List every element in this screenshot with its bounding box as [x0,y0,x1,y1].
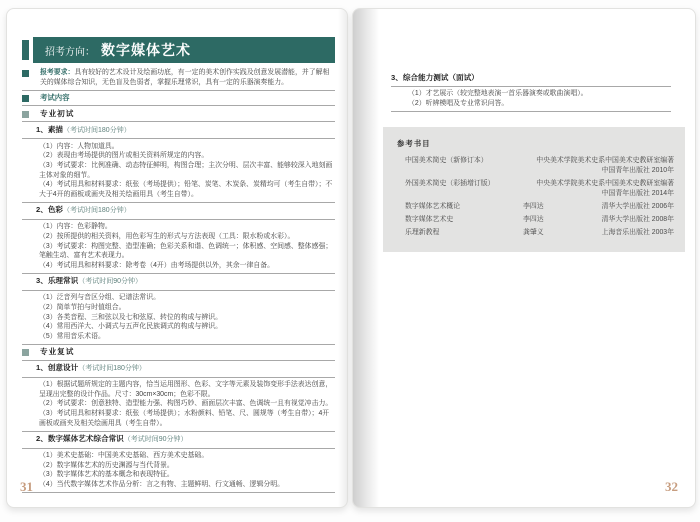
section-items [22,222,335,270]
divider [22,273,335,274]
book-title: 中国美术简史（新修订本） [405,157,488,164]
exam-item: （2）数字媒体艺术的历史渊源与当代背景。 [39,461,174,469]
book-publisher-line: 中国青年出版社 2010年 [601,167,674,174]
exam-item: （1）美术史基础：中国美术史基础、西方美术史基础。 [39,452,209,460]
header-tab-mark [22,40,29,60]
exam-content-label: 考试内容 [40,93,70,103]
stage2-title: 专业复试 [40,347,75,357]
section-items [391,89,671,108]
exam-item: （2）考试要求：创意独特、造型能力强、构图巧妙、画面层次丰富、色调统一且有视觉冲击力。 [39,400,333,408]
reference-row [397,202,674,212]
book-publisher: 清华大学出版社 2006年 [601,203,674,210]
divider [391,86,671,87]
divider [22,431,335,432]
reference-books-title: 参考书目 [397,139,431,148]
exam-item: （2）表现由考场提供的图片或相关资料所规定的内容。 [39,152,209,160]
book-editor-line: 中央美术学院美术史系中国美术史教研室编著 [536,180,674,187]
section-items [22,293,335,341]
right-page [352,8,696,508]
section-items [22,380,335,428]
divider [22,90,335,91]
exam-item: （1）根据试题所规定的主题内容，恰当运用图形、色彩、文字等元素及装饰变形手法表达创意，呈现出完整的设计作品。尺寸：30cm×30cm；色彩不限。 [39,381,333,398]
exam-item: （2）简单节拍与时值组合。 [39,303,126,311]
spine-shadow [353,9,379,507]
section-time: （考试时间90分钟） [123,436,188,444]
header-prefix: 招考方向： [45,46,95,58]
page-title: 数字媒体艺术 [101,42,191,58]
requirements-text [40,68,335,87]
header-band-row [22,37,335,63]
exam-item: （1）才艺展示（较完整地表演一首乐器演奏或歌曲演唱）。 [408,90,588,97]
book-publisher: 上海音乐出版社 2003年 [601,229,674,236]
book-author: 李四达 [523,216,544,223]
section-title: 1、素描 [36,124,64,134]
divider [22,138,335,139]
book-author: 龚肇义 [523,229,544,236]
exam-item: （3）各类音程、三和弦以及七和弦原、转位的构成与辨识。 [39,313,222,321]
section-title: 2、数字媒体艺术综合常识 [36,434,124,444]
divider [22,219,335,220]
stage1-title: 专业初试 [40,108,75,118]
requirements-label: 报考要求： [40,69,75,76]
section-time: （考试时间180分钟） [78,365,146,373]
exam-item: （4）常用西洋大、小调式与五声化民族调式的构成与辨识。 [39,323,222,331]
section-heading [391,73,671,83]
book-publisher [523,156,674,176]
book-title: 数字媒体艺术史 [405,216,454,223]
reference-row [397,228,674,238]
reference-row [397,156,674,176]
exam-item: （3）数字媒体艺术的基本概念和表现特征。 [39,471,174,479]
header-band [33,37,335,63]
reference-row [397,179,674,199]
section-title: 1、创意设计 [36,363,79,373]
square-bullet-icon [22,349,29,356]
book-title: 数字媒体艺术概论 [405,203,461,210]
square-bullet-icon [22,70,29,77]
section-title: 3、乐理常识 [36,276,79,286]
divider [22,202,335,203]
exam-item: （3）考试要求：构图完整、造型准确；色彩关系和谐、色调统一；体积感、空间感、整体感强；笔触生动、富有艺术表现力。 [39,242,333,260]
square-bullet-icon [22,111,29,118]
reference-row [397,215,674,225]
section-time: （考试时间180分钟） [63,126,131,134]
requirements-row [22,68,335,87]
section-time: （考试时间90分钟） [78,278,142,286]
section-heading [22,276,335,287]
exam-item: （4）考试用具和材料要求：纸张（考场提供）；铅笔、炭笔、木炭条、炭精均可（考生自带）；不大于4开的画板或画夹及相关绘画用具（考生自带）。 [39,181,333,198]
section-heading [22,434,335,445]
section-items [22,451,335,489]
divider [22,448,335,449]
exam-item: （3）考试用具和材料要求：纸张（考场提供）；水粉颜料、铅笔、尺、圆规等（考生自带）；4开画板或画夹及相关绘画用具（考生自带）。 [39,410,330,427]
left-page [6,8,348,508]
right-page-content [391,73,671,114]
divider [22,290,335,291]
section-heading [22,125,335,136]
exam-item: （1）内容：色彩静物。 [39,223,112,231]
section-heading [22,205,335,216]
square-bullet-icon [22,95,29,102]
left-page-gutter-shadow [338,9,347,507]
book-title: 乐理新教程 [405,229,440,236]
book-editor-line: 中央美术学院美术史系中国美术史教研室编著 [536,157,674,164]
divider [22,492,335,493]
book-publisher [523,179,674,199]
section-items [22,142,335,200]
section-title: 3、综合能力测试（面试） [391,73,479,82]
exam-item: （3）考试要求：比例准确、动态特征鲜明，构图合理；主次分明、层次丰富、能够较深入地刻画主体对象的细节。 [39,161,333,179]
exam-item: （5）常用音乐术语。 [39,332,105,340]
exam-item: （4）当代数字媒体艺术作品分析：言之有物、主题鲜明、行文通畅、逻辑分明。 [39,481,285,489]
divider [22,377,335,378]
divider [391,111,671,112]
page-number: 31 [20,479,33,494]
book-author: 李四达 [523,203,544,210]
left-page-content [22,37,335,496]
book-publisher: 清华大学出版社 2008年 [601,216,674,223]
exam-item: （1）内容：人物加道具。 [39,142,119,150]
page-number: 32 [665,479,678,494]
divider [22,121,335,122]
exam-item: （2）按所提供的相关资料，用色彩写生的形式与方法表现（工具：限水粉或水彩）。 [39,232,295,240]
stage2-row [22,347,335,357]
reference-books-box [383,127,685,252]
exam-item: （4）考试用具和材料要求：除考卷（4开）由考场提供以外，其余一律自备。 [39,261,275,269]
exam-item: （1）泛音列与音区分组、记谱法常识。 [39,294,160,302]
divider [22,344,335,345]
exam-content-row [22,93,335,103]
section-title: 2、色彩 [36,205,64,215]
divider [22,105,335,106]
section-heading [22,363,335,374]
book-title: 外国美术简史（彩插增订版） [405,180,495,187]
divider [22,360,335,361]
exam-item: （2）听辨模唱及专业常识问答。 [408,99,509,107]
requirements-body: 具有较好的艺术设计及绘画功底，有一定的美术创作实践及创意发展潜能，并了解相关的媒体综合知识，无色盲及色弱者，掌握乐理常识，具有一定的乐器演奏能力。 [40,69,330,86]
section-time: （考试时间180分钟） [63,207,131,215]
stage1-row [22,109,335,119]
book-publisher-line: 中国青年出版社 2014年 [601,190,674,197]
